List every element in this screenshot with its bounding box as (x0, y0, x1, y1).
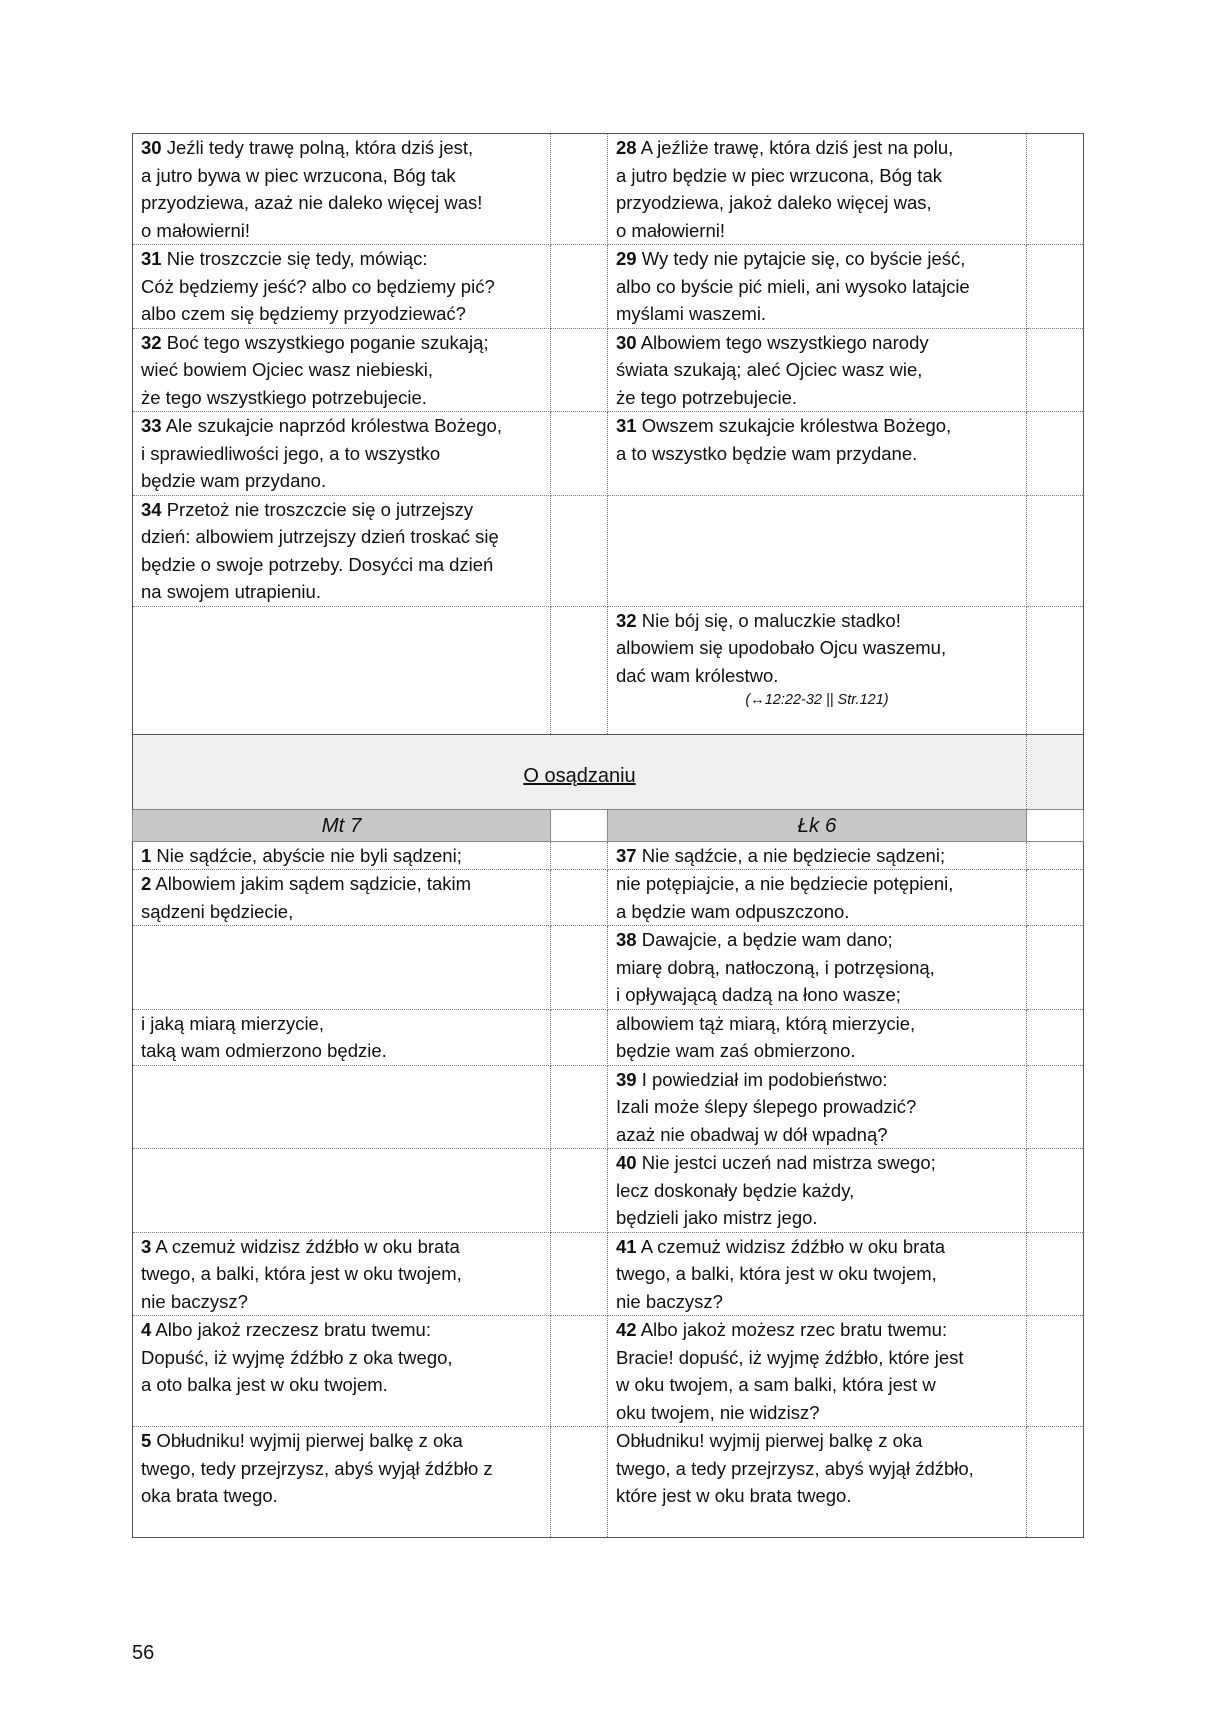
left-cell (133, 495, 551, 606)
right-cell (608, 841, 1027, 870)
column-header-row (133, 809, 1084, 841)
gap-cell (1027, 245, 1084, 329)
left-cell (133, 1149, 551, 1233)
verse-number: 31 (616, 415, 637, 436)
gap-cell (551, 1316, 608, 1427)
right-cell (608, 926, 1027, 1010)
right-cell (608, 412, 1027, 496)
verse-row (133, 245, 1084, 329)
verse-row (133, 1232, 1084, 1316)
verse-row (133, 606, 1084, 734)
right-cell (608, 495, 1027, 606)
gap-cell (551, 606, 608, 734)
gap-cell (551, 495, 608, 606)
gap-cell (551, 134, 608, 245)
right-cell (608, 134, 1027, 245)
gap-cell (551, 328, 608, 412)
verse-text: albowiem tąż miarą, którą mierzycie, będzie wam zaś obmierzono. (616, 1012, 916, 1061)
verse-text: Albo jakoż rzeczesz bratu twemu: Dopuść, iż wyjmę źdźbło z oka twego, a oto balka jest w oku twojem. (141, 1319, 453, 1395)
right-cell (608, 328, 1027, 412)
right-cell (608, 606, 1027, 734)
verse-number: 31 (141, 248, 162, 269)
section-title-row (133, 734, 1084, 809)
gap-cell (551, 926, 608, 1010)
verse-text: A czemuż widzisz źdźbło w oku brata twego, a balki, która jest w oku twojem, nie baczysz? (141, 1235, 462, 1312)
verse-text: Obłudniku! wyjmij pierwej balkę z oka twego, a tedy przejrzysz, abyś wyjął źdźbło, które jest w oku brata twego. (616, 1430, 974, 1506)
gap-cell (551, 1232, 608, 1316)
verse-row (133, 412, 1084, 496)
gap-cell (1027, 734, 1084, 809)
gap-cell (1027, 1427, 1084, 1538)
gap-cell (551, 1065, 608, 1149)
left-cell (133, 606, 551, 734)
gap-cell (1027, 809, 1084, 841)
verse-text: Jeźli tedy trawę polną, która dziś jest, a jutro bywa w piec wrzucona, Bóg tak przyodziewa, azaż nie daleko więcej was! o małowierni! (141, 137, 483, 241)
verse-row (133, 328, 1084, 412)
left-cell (133, 1065, 551, 1149)
verse-row (133, 1009, 1084, 1065)
verse-row (133, 870, 1084, 926)
verse-row (133, 841, 1084, 870)
gap-cell (1027, 606, 1084, 734)
verse-text: Nie bój się, o maluczkie stadko! albowiem się upodobało Ojcu waszemu, dać wam królestwo. (616, 609, 947, 686)
right-cell (608, 1065, 1027, 1149)
gap-cell (1027, 1316, 1084, 1427)
verse-row (133, 134, 1084, 245)
verse-text: Ale szukajcie naprzód królestwa Bożego, i sprawiedliwości jego, a to wszystko będzie wam przydano. (141, 415, 502, 491)
verse-number: 33 (141, 415, 162, 436)
verse-text: Nie sądźcie, abyście nie byli sądzeni; (151, 844, 462, 866)
gap-cell (1027, 328, 1084, 412)
verse-number: 42 (616, 1319, 637, 1340)
gap-cell (1027, 1232, 1084, 1316)
verse-text: i jaką miarą mierzycie, taką wam odmierzono będzie. (141, 1012, 387, 1061)
verse-number: 40 (616, 1152, 637, 1173)
verse-text: Obłudniku! wyjmij pierwej balkę z oka twego, tedy przejrzysz, abyś wyjął źdźbło z oka brata twego. (141, 1430, 493, 1506)
verse-text: Albo jakoż możesz rzec bratu twemu: Bracie! dopuść, iż wyjmę źdźbło, które jest w oku twojem, a sam balki, która jest w oku twojem, nie widzisz? (616, 1319, 964, 1423)
verse-row (133, 926, 1084, 1010)
verse-text: Owszem szukajcie królestwa Bożego, a to wszystko będzie wam przydane. (616, 415, 952, 464)
left-cell (133, 412, 551, 496)
verse-row (133, 1316, 1084, 1427)
gap-cell (1027, 134, 1084, 245)
parallel-text-table (132, 133, 1084, 1538)
left-column-header: Mt 7 (133, 809, 551, 841)
verse-text: Nie sądźcie, a nie będziecie sądzeni; (636, 844, 946, 866)
gap-cell (551, 870, 608, 926)
left-cell (133, 1232, 551, 1316)
right-cell (608, 870, 1027, 926)
gap-cell (1027, 1009, 1084, 1065)
verse-text: Przetoż nie troszczcie się o jutrzejszy dzień: albowiem jutrzejszy dzień troskać się będzie o swoje potrzeby. Dosyćci ma dzień na swojem utrapieniu. (141, 498, 499, 602)
verse-row (133, 1065, 1084, 1149)
right-cell (608, 1316, 1027, 1427)
right-cell (608, 1009, 1027, 1065)
gap-cell (1027, 412, 1084, 496)
gap-cell (551, 809, 608, 841)
verse-number: 37 (616, 844, 637, 866)
verse-text: nie potępiajcie, a nie będziecie potępieni, a będzie wam odpuszczono. (616, 873, 954, 922)
verse-number: 41 (616, 1235, 637, 1257)
right-cell (608, 1427, 1027, 1538)
verse-row (133, 1149, 1084, 1233)
left-cell (133, 926, 551, 1010)
left-cell (133, 1427, 551, 1538)
gap-cell (551, 841, 608, 870)
left-cell (133, 1009, 551, 1065)
verse-row (133, 495, 1084, 606)
verse-text: A jeźliże trawę, która dziś jest na polu, a jutro będzie w piec wrzucona, Bóg tak przyodziewa, jakoż daleko więcej was, o małowierni! (616, 137, 954, 241)
cross-reference: (↔12:22-32 || Str.121) (745, 692, 889, 708)
verse-number: 39 (616, 1068, 637, 1090)
verse-number: 32 (141, 331, 162, 353)
verse-text: Dawajcie, a będzie wam dano; miarę dobrą, natłoczoną, i potrzęsioną, i opływającą dadzą na łono wasze; (616, 929, 935, 1005)
gap-cell (551, 412, 608, 496)
left-cell (133, 841, 551, 870)
verse-number: 32 (616, 609, 637, 631)
gap-cell (1027, 1065, 1084, 1149)
verse-number: 1 (141, 844, 152, 866)
verse-text: Albowiem tego wszystkiego narody świata szukają; aleć Ojciec wasz wie, że tego potrzebujecie. (616, 331, 929, 408)
verse-number: 5 (141, 1430, 152, 1451)
gap-cell (1027, 495, 1084, 606)
gap-cell (1027, 841, 1084, 870)
verse-number: 30 (616, 331, 637, 353)
verse-number: 3 (141, 1235, 152, 1257)
verse-number: 4 (141, 1319, 152, 1340)
verse-text: Albowiem jakim sądem sądzicie, takim sądzeni będziecie, (141, 873, 472, 922)
verse-text: Nie jestci uczeń nad mistrza swego; lecz doskonały będzie każdy, będzieli jako mistrz jego. (616, 1152, 936, 1228)
right-column-header: Łk 6 (608, 809, 1027, 841)
verse-row (133, 1427, 1084, 1538)
page-number: 56 (132, 1642, 155, 1664)
verse-number: 2 (141, 873, 152, 894)
verse-text: Wy tedy nie pytajcie się, co byście jeść, albo co byście pić mieli, ani wysoko latajcie myślami waszemi. (616, 248, 970, 324)
verse-number: 30 (141, 137, 162, 158)
verse-number: 29 (616, 248, 637, 269)
gap-cell (551, 1427, 608, 1538)
gap-cell (1027, 1149, 1084, 1233)
verse-number: 28 (616, 137, 637, 158)
verse-text: I powiedział im podobieństwo: Izali może ślepy ślepego prowadzić? azaż nie obadwaj w dół wpadną? (616, 1068, 917, 1145)
gap-cell (551, 1149, 608, 1233)
left-cell (133, 870, 551, 926)
right-cell (608, 1149, 1027, 1233)
left-cell (133, 328, 551, 412)
gap-cell (1027, 870, 1084, 926)
gap-cell (551, 245, 608, 329)
right-cell (608, 1232, 1027, 1316)
verse-text: A czemuż widzisz źdźbło w oku brata twego, a balki, która jest w oku twojem, nie baczysz? (616, 1235, 946, 1312)
gap-cell (1027, 926, 1084, 1010)
verse-text: Nie troszczcie się tedy, mówiąc: Cóż będziemy jeść? albo co będziemy pić? albo czem się będziemy przyodziewać? (141, 248, 495, 324)
left-cell (133, 1316, 551, 1427)
gap-cell (551, 1009, 608, 1065)
verse-text: Boć tego wszystkiego poganie szukają; wieć bowiem Ojciec wasz niebieski, że tego wszystkiego potrzebujecie. (141, 331, 489, 408)
verse-number: 34 (141, 498, 162, 520)
left-cell (133, 245, 551, 329)
verse-number: 38 (616, 929, 637, 950)
section-title: O osądzaniu (133, 734, 1027, 809)
left-cell (133, 134, 551, 245)
right-cell (608, 245, 1027, 329)
